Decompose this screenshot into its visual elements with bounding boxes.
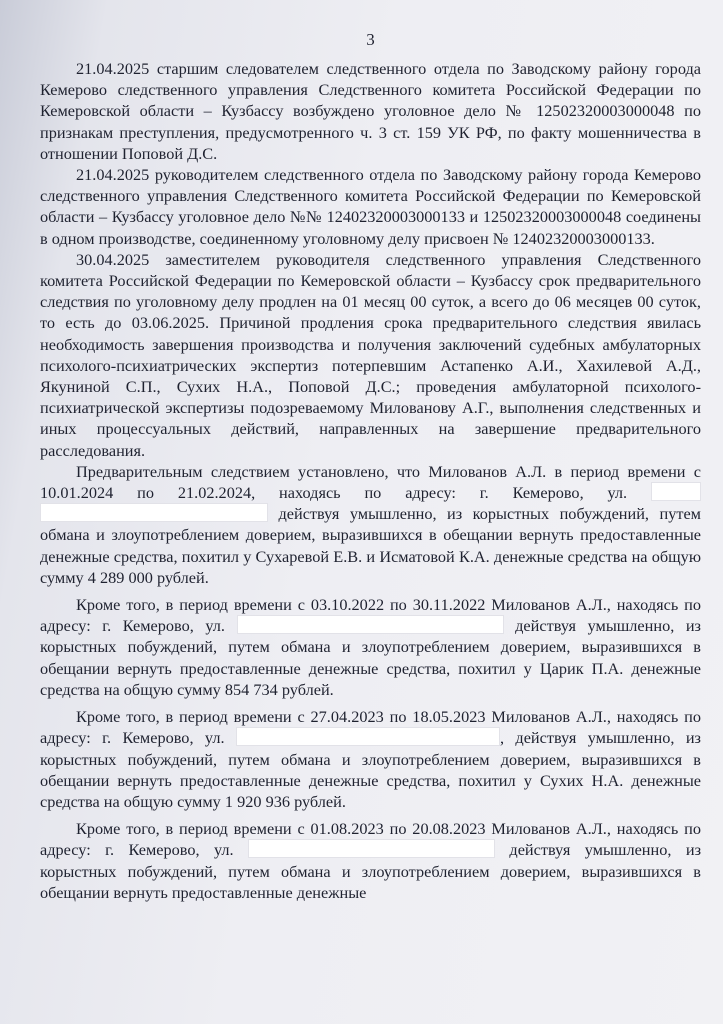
episode-4-text-end: действуя умышленно, из корыстных побуждений, путем обмана и злоупотреблением доверием, выразившихся в обещании вернуть предоставленные денежные — [40, 840, 701, 902]
paragraph-episode-1 — [40, 461, 701, 588]
paragraph-episode-2 — [40, 594, 701, 700]
episode-3-text-start: Кроме того, в период времени с 27.04.2023 по 18.05.2023 Милованов А.Л., находясь по адресу: г. Кемерово, ул. — [40, 707, 701, 748]
redacted-address-3 — [236, 727, 500, 746]
redacted-address-4 — [248, 839, 495, 858]
episode-3-text-end: , действуя умышленно, из корыстных побуждений, путем обмана и злоупотреблением доверием, выразившихся в обещании вернуть предоставленные денежные средства, похитил у Сухих Н.А. денежные средства на общую сумму 1 920 936 рублей. — [40, 728, 701, 811]
page-number: 3 — [366, 30, 375, 49]
redacted-address-1a — [651, 482, 701, 501]
redacted-address-1b — [40, 503, 268, 522]
paragraph-case-opened: 21.04.2025 старшим следователем следственного отдела по Заводскому району города Кемерово следственного управления Следственного комитета Российской Федерации по Кемеровской области – Кузбассу возбуждено уголовное дело № 12502320003000048 по признакам преступления, предусмотренного ч. 3 ст. 159 УК РФ, по факту мошенничества в отношении Поповой Д.С. — [40, 59, 701, 163]
paragraph-episode-3 — [40, 706, 701, 812]
episode-1-text-end: действуя умышленно, из корыстных побуждений, путем обмана и злоупотреблением доверием, выразившихся в обещании вернуть предоставленные денежные средства, похитил у Сухаревой Е.В. и Исматовой К.А. денежные средства на общую сумму 4 289 000 рублей. — [40, 504, 701, 587]
redacted-address-2 — [237, 615, 504, 634]
paragraph-cases-joined: 21.04.2025 руководителем следственного отдела по Заводскому району города Кемерово следственного управления Следственного комитета Российской Федерации по Кемеровской области – Кузбассу уголовное дело №№ 12402320003000133 и 12502320003000048 соединены в одном производстве, соединенному уголовному делу присвоен № 12402320003000133. — [40, 165, 701, 248]
episode-4-text-start: Кроме того, в период времени с 01.08.2023 по 20.08.2023 Милованов А.Л., находясь по адресу: г. Кемерово, ул. — [40, 819, 701, 860]
episode-1-text-start: Предварительным следствием установлено, что Милованов А.Л. в период времени с 10.01.2024 по 21.02.2024, находясь по адресу: г. Кемерово, ул. — [40, 461, 701, 503]
episode-2-text-start: Кроме того, в период времени с 03.10.2022 по 30.11.2022 Милованов А.Л., находясь по адресу: г. Кемерово, ул. — [40, 595, 701, 636]
paragraph-term-extended: 30.04.2025 заместителем руководителя следственного управления Следственного комитета Российской Федерации по Кемеровской области – Кузбассу срок предварительного следствия по уголовному делу продлен на 01 месяц 00 суток, а всего до 06 месяцев 00 суток, то есть до 03.06.2025. Причиной продления срока предварительного следствия явилась необходимость завершения производства и получения заключений судебных амбулаторных психолого-психиатрических экспертиз потерпевшим Астапенко А.И., Хахилевой А.Д., Якуниной С.П., Сухих Н.А., Поповой Д.С.; проведения амбулаторной психолого-психиатрической экспертизы подозреваемому Милованову А.Г., выполнения следственных и иных процессуальных действий, направленных на завершение предварительного расследования. — [40, 249, 701, 460]
episode-2-text-end: действуя умышленно, из корыстных побуждений, путем обмана и злоупотреблением доверием, выразившихся в обещании вернуть предоставленные денежные средства, похитил у Царик П.А. денежные средства на общую сумму 854 734 рублей. — [40, 616, 701, 699]
paragraph-episode-4 — [40, 818, 701, 903]
